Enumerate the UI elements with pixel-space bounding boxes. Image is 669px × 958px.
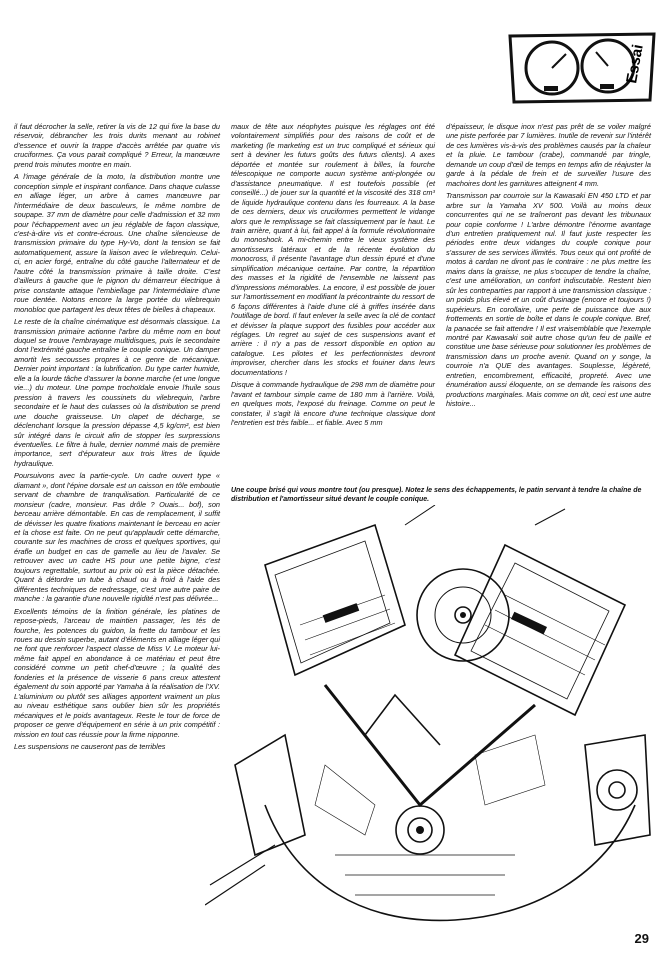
logo-text: Essai xyxy=(623,43,647,85)
paragraph: A l'image générale de la moto, la distribution montre une conception simple et inspirant confiance. Dans chaque culasse en alliage léger, un arbre à cames manœuvre par l'intermédiaire de deux basculeurs, le même nombre de soupape. 37 mm de diamètre pour celle d'admission et 32 mm pour l'échappement avec un jeu réglable de façon classique, c'est-à-dire vis et contre-écrous. Une chaîne silencieuse de transmission primaire du type Hy-Vo, dont la tension se fait automatiquement, assure la liaison avec le vilebrequin. Celui-ci, en acier forgé, entraîne du côté gauche l'alternateur et de l'autre côté la transmission primaire à taille droite. C'est d'ailleurs à gauche que le pignon du démarreur électrique à prise constante attaque l'embiellage par l'intermédiaire d'une roue dentée. Notons encore la large portée du vilebrequin monobloc que partagent les deux têtes de bielles à chapeaux. xyxy=(14,172,220,314)
figure-caption: Une coupe brisé qui vous montre tout (ou presque). Notez le sens des échappements, le patin servant à tendre la chaîne de distribution et l'amortisseur situé devant le couple conique. xyxy=(231,487,642,503)
article-column-2 xyxy=(231,122,435,431)
paragraph: Disque à commande hydraulique de 298 mm de diamètre pour l'avant et tambour simple came de 180 mm à l'arrière. Voilà, en quelques mots, l'exposé du freinage. Comme on peut le constater, il s'agit là encore d'une technique classique dont l'entretien est très faible... et fiable. Avec 5 mm xyxy=(231,380,435,428)
paragraph: maux de tête aux néophytes puisque les réglages ont été volontairement simplifiés pour des raisons de coût et de marketing (le marketing est un truc compliqué et sérieux qui sert à deviner les futurs goûts des futurs clients). A axes déportée et montée sur roulement à billes, la fourche télescopique ne comporte aucun système anti-plongée ou d'assistance pneumatique. Il est toutefois possible (et conseillé...) de jouer sur la quantité et la viscosité des 318 cm³ de liquide hydraulique contenu dans les fourreaux. A la base de ces derniers, deux vis cruciformes permettent le vidange alors que le remplissage se fait classiquement par le haut. Le train arrière, quant à lui, fait appel à la formule révolutionnaire du monoshock. A mi-chemin entre le vieux système des amortisseurs latéraux et de la récente évolution du monocross, il présente l'avantage d'un dessin épuré et d'une simplification mécanique certaine. Par contre, la répartition des masses et la rigidité de l'ensemble ne laissent pas d'impressions mémorables. La encore, il est possible de jouer sur l'amortissement en modifiant la précontrainte du ressort de 6 façons différentes à l'aide d'une clé à griffes insérée dans l'outillage de bord. Il faut enlever la selle avec la clé de contact et dévisser la plaque support des fusibles pour accéder aux réglages. Un regret au sujet de ces suspensions avant et arrière : il n'y a pas de ressort disponible en option au catalogue. Les pilotes et les perfectionnistes devront improviser, chercher dans les stocks et fouiner dans leurs documentations ! xyxy=(231,122,435,377)
paragraph: Excellents témoins de la finition générale, les platines de repose-pieds, l'arceau de maintien passager, les tés de fourche, les potences du guidon, la frette du tambour et les roues au dessin superbe, autant d'éléments en alliage léger qui ne font que renforcer l'aspect classe de Miss V. Le moteur lui-même fait appel en abondance à ce matériau et peut être considéré comme un petit chef-d'œuvre ; la qualité des fonderies et la présence de visserie 6 pans creux attestent également du soin apporté par Yamaha à la réalisation de l'XV. L'aluminium ou plutôt ses alliages apportent vraiment un plus au niveau esthétique sans oublier bien sûr les propriétés mécaniques et le poids avantageux. Reste le tour de force de proposer ce genre d'équipement en série à un prix compétitif : mission en tout cas réussie pour la firme nipponne. xyxy=(14,606,220,739)
article-column-3 xyxy=(446,122,651,412)
paragraph: Les suspensions ne causeront pas de terribles xyxy=(14,742,166,751)
page-number: 29 xyxy=(634,931,649,946)
engine-cutaway-illustration xyxy=(205,505,657,935)
paragraph: il faut décrocher la selle, retirer la vis de 12 qui fixe la base du réservoir, débrancher les trois durits menant au robinet d'essence et ouvrir la trappe d'accès arrêtée par quatre vis cruciformes. Ça vous parait compliqué ? Erreur, la manœuvre prend trois minutes montre en main. xyxy=(14,122,220,169)
paragraph: Le reste de la chaîne cinématique est désormais classique. La transmission primaire actionne l'arbre du même nom en bout duquel se trouve l'embrayage multidisques, puis le secondaire dont l'extrémité gauche entraîne le couple conique. Un damper amortit les secousses propres à ce genre de mécanique. Dernier point important : la lubrification. Du type carter humide, elle a la lourde tâche d'assurer la bonne marche (et une longue vie...) du moteur. Une pompe trochoïdale envoie l'huile sous pression à travers les coussinets du vilebrequin, l'arbre secondaire et le haut des culasses où la distribution se prend une douche graisseuse. Un clapet de décharge, se déclenchant lorsque la pression dépasse 4,5 kg/cm², est bien sûr intégré dans le circuit afin de stopper les surpressions éventuelles. Le filtre à huile, dernier nommé mais de première importance, sert d'épurateur aux trois litres de liquide hydraulique. xyxy=(14,317,220,468)
paragraph: d'épaisseur, le disque inox n'est pas prêt de se voiler malgré une piste perforée par 7 lumières. Inutile de revenir sur l'intérêt de ces lumières vis-à-vis des problèmes causés par la chaleur et la pluie. Le tambour (crabe), commandé par tringle, demande un coup d'œil de temps en temps afin de réajuster la garde à la pédale de frein et de surveiller l'usure des machoires dont les garnitures atteignent 4 mm. xyxy=(446,122,651,188)
paragraph: Poursuivons avec la partie-cycle. Un cadre ouvert type « diamant », dont l'épine dorsale est un caisson en tôle emboutie servant de chambre de tranquilisation. Particularité de ce monsieur (cadre, monsieur. Pas drôle ? Ouais... bof), son berceau arrière démontable. En cas de remplacement, il suffit de dévisser les quatre fixations maintenant le berceau en acier et la chose est faite. On ne peut qu'applaudir cette démarche, courante sur les machines de cross et quelques sportives, qui érafle un budget en cas de gamelle au lieu de l'avaler. Se retrouver avec un cadre HS pour une petite bigne, c'est toujours regrettable, surtout au prix où est la pièce détachée. Quant à détordre un tube à chaud ou à froid à l'aide des différentes techniques de redressage, c'est une autre paire de manche : la garantie d'une nouvelle rigidité n'est pas délivrée... xyxy=(14,471,220,604)
speedometer-gauges-icon xyxy=(504,26,656,108)
paragraph: Transmisson par courroie sur la Kawasaki EN 450 LTD et par arbre sur la Yamaha XV 500. Voilà au moins deux concurrentes qui ne se traîneront pas devant les tribunaux pour copie conforme ! L'arbre démontre l'énorme avantage d'un entretien pratiquement nul. Il faut juste respecter les périodes entre deux vidanges du couple conique pour s'assurer de ses services illimités. Tous ceux qui ont profité de motos à cardan ne diront pas le contraire : ne plus mettre les mains dans la graisse, ne plus s'occuper de tendre la chaîne, c'est une amélioration, un confort indiscutable. Restent bien sûr les contreparties par rapport à une transmission classique : un poids plus élevé et un coût d'usinage (encore et toujours !) supérieurs. En corollaire, une perte de puissance due aux frottements en sortie de boîte et dans le couple conique. Bref, la panacée se fait attendre ! Il est vraisemblable que l'exemple montré par Kawasaki soit autre chose qu'un feu de paille et constitue une base sérieuse pour solutionner les problèmes de transmission dans un proche avenir. Quand on y songe, la courroie n'a QUE des avantages. Souplesse, légèreté, entretien, encombrement, efficacité, propreté. Avec une énumération aussi éloquente, on se demande les raisons des productions marginales. Mais comme on dit, ceci est une autre histoire... xyxy=(446,191,651,409)
article-column-1 xyxy=(14,122,220,754)
